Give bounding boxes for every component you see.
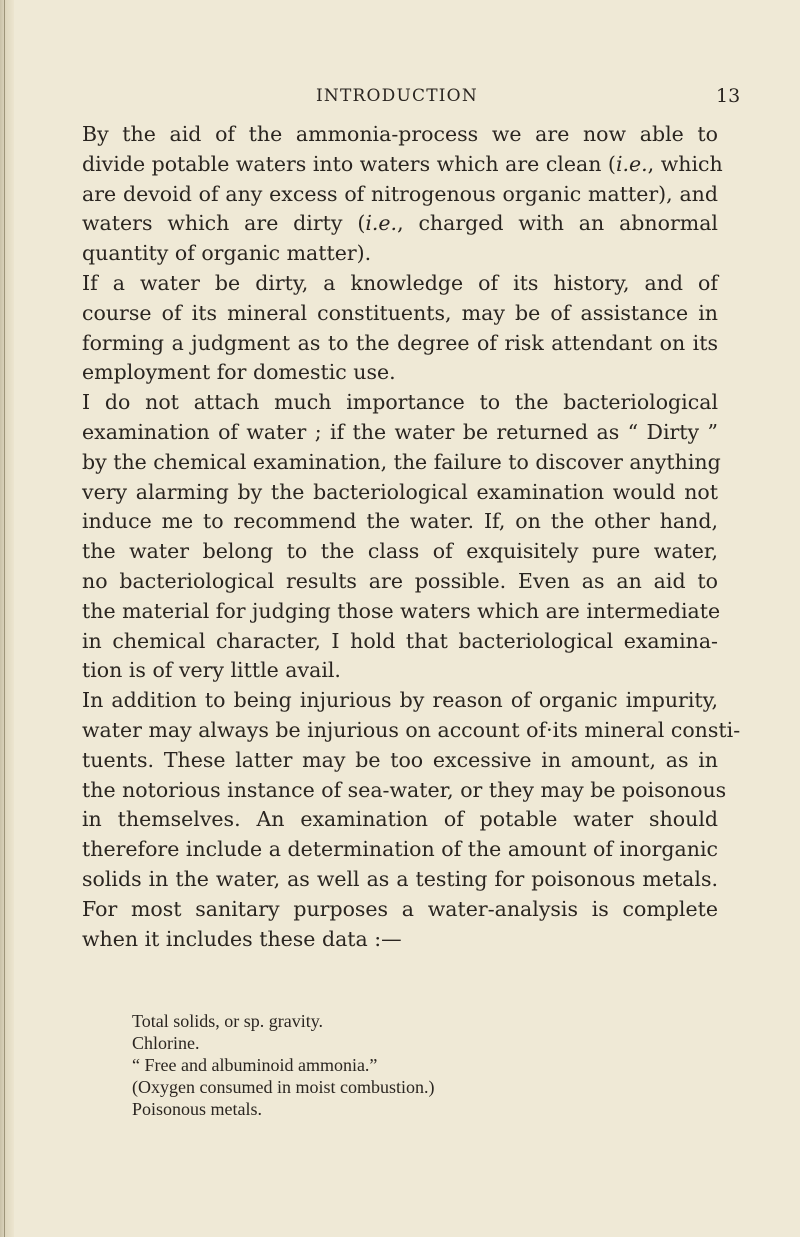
italic-abbreviation: i.e. xyxy=(615,151,648,176)
text-line: examination of water ; if the water be returned as “ Dirty ” xyxy=(82,419,718,444)
text-line: If a water be dirty, a knowledge of its history, and of xyxy=(82,270,718,295)
running-head xyxy=(0,86,800,116)
text-line: quantity of organic matter). xyxy=(82,241,372,266)
text-line: the notorious instance of sea-water, or they may be poisonous xyxy=(82,777,727,802)
text-line: are devoid of any excess of nitrogenous organic matter), and xyxy=(82,181,718,206)
text-line: therefore include a determination of the amount of inorganic xyxy=(82,837,718,862)
text-line: induce me to recommend the water. If, on the other hand, xyxy=(82,509,718,534)
list-item-poisonous-metals: Poisonous metals. xyxy=(132,1099,263,1119)
text-line: tion is of very little avail. xyxy=(82,658,341,683)
text-line: by the chemical examination, the failure to discover anything xyxy=(82,449,721,474)
text-line: employment for domestic use. xyxy=(82,360,396,385)
text-line: in chemical character, I hold that bacteriological examina- xyxy=(82,628,718,653)
list-item-total-solids: Total solids, or sp. gravity. xyxy=(132,1011,324,1031)
text-line: in themselves. An examination of potable water should xyxy=(82,807,718,832)
running-title: INTRODUCTION xyxy=(316,86,478,106)
text-line: By the aid of the ammonia-process we are now able to xyxy=(82,122,718,146)
text-line: In addition to being injurious by reason of organic impurity, xyxy=(82,688,718,713)
text-line: waters which are dirty (i.e., charged with an abnormal xyxy=(82,211,718,236)
text-line: For most sanitary purposes a water-analysis is complete xyxy=(82,896,718,921)
list-item-chlorine: Chlorine. xyxy=(132,1033,200,1053)
text-line: no bacteriological results are possible. Even as an aid to xyxy=(82,568,718,593)
list-item-oxygen-consumed: (Oxygen consumed in moist combustion.) xyxy=(132,1077,435,1097)
text-line: solids in the water, as well as a testing for poisonous metals. xyxy=(82,866,718,891)
body-text xyxy=(82,120,741,954)
text-line: the water belong to the class of exquisitely pure water, xyxy=(82,539,718,564)
list-item-ammonia: “ Free and albuminoid ammonia.” xyxy=(132,1055,378,1075)
text-line: very alarming by the bacteriological examination would not xyxy=(82,479,718,504)
page-binding-line xyxy=(4,0,5,1237)
text-line: when it includes these data :— xyxy=(82,926,402,951)
page-number: 13 xyxy=(716,85,741,107)
text-line: course of its mineral constituents, may be of assistance in xyxy=(82,300,718,325)
analysis-data-list xyxy=(132,1010,692,1120)
italic-abbreviation: i.e. xyxy=(365,211,398,236)
text-line: water may always be injurious on account of·its mineral consti- xyxy=(82,717,741,742)
text-line: forming a judgment as to the degree of risk attendant on its xyxy=(82,330,718,355)
text-line: divide potable waters into waters which are clean (i.e., which xyxy=(82,151,723,176)
text-line: I do not attach much importance to the bacteriological xyxy=(82,390,718,415)
text-line: tuents. These latter may be too excessive in amount, as in xyxy=(82,747,718,772)
page-binding-edge xyxy=(0,0,14,1237)
text-line: the material for judging those waters which are intermediate xyxy=(82,598,721,623)
